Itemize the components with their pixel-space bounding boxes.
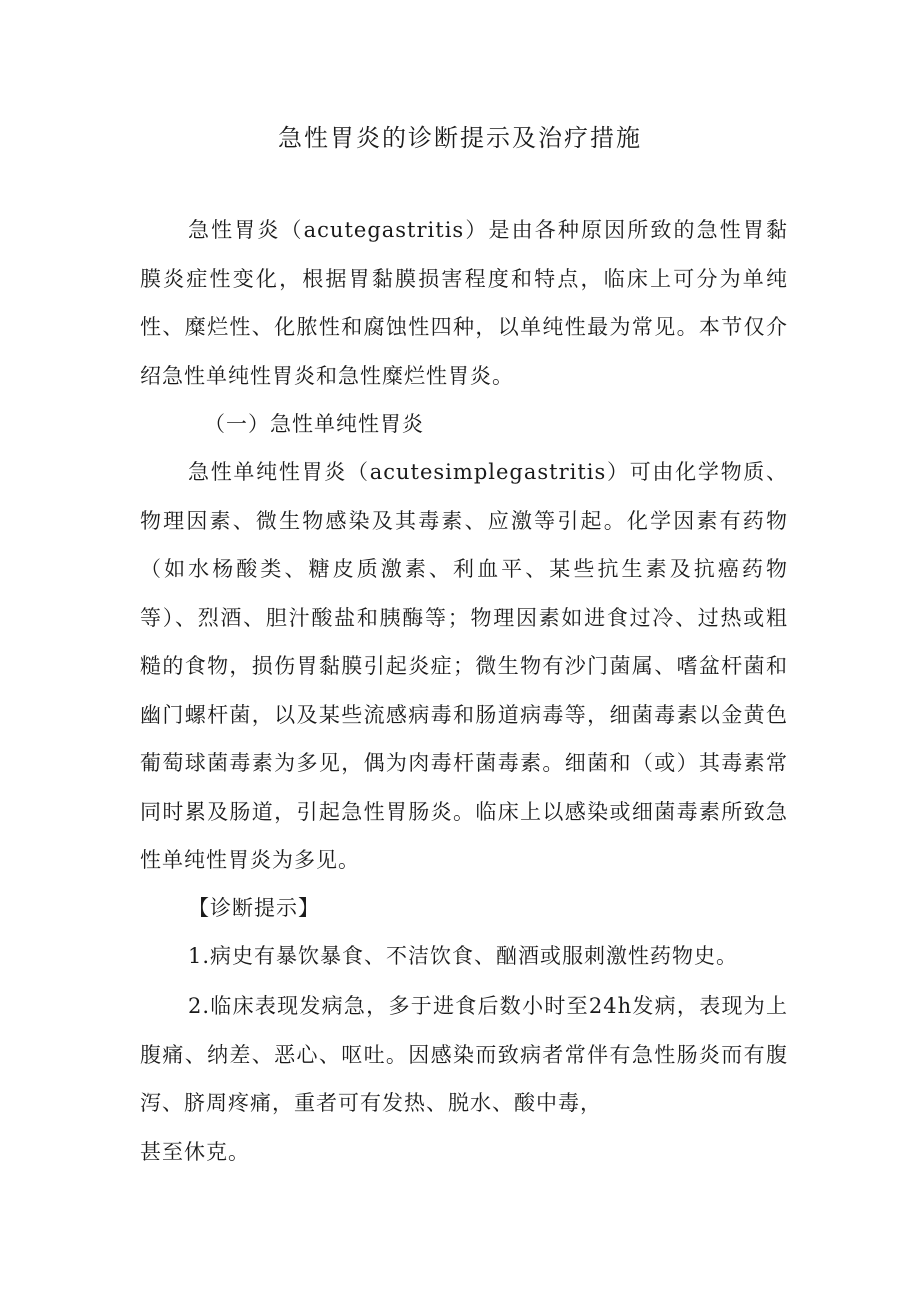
- diagnosis-item-2-continuation: 甚至休克。: [140, 1140, 250, 1164]
- intro-paragraph: 急性胃炎（acutegastritis）是由各种原因所致的急性胃黏膜炎症性变化，根据胃黏膜损害程度和特点，临床上可分为单纯性、糜烂性、化脓性和腐蚀性四种，以单纯性最为常见。本节仅介绍急性单纯性胃炎和急性糜烂性胃炎。: [140, 218, 788, 388]
- diagnosis-heading-block: [140, 884, 788, 933]
- diagnosis-item2-continuation-block: [140, 1128, 788, 1177]
- section1-body: 急性单纯性胃炎（acutesimplegastritis）可由化学物质、物理因素、微生物感染及其毒素、应激等引起。化学因素有药物（如水杨酸类、糖皮质激素、利血平、某些抗生素及抗癌药物等）、烈酒、胆汁酸盐和胰酶等；物理因素如进食过冷、过热或粗糙的食物，损伤胃黏膜引起炎症；微生物有沙门菌属、嗜盆杆菌和幽门螺杆菌，以及某些流感病毒和肠道病毒等，细菌毒素以金黄色葡萄球菌毒素为多见，偶为肉毒杆菌毒素。细菌和（或）其毒素常同时累及肠道，引起急性胃肠炎。临床上以感染或细菌毒素所致急性单纯性胃炎为多见。: [140, 460, 788, 872]
- diagnosis-item2-block: [140, 982, 788, 1128]
- diagnosis-item-2: 2.临床表现发病急，多于进食后数小时至24h发病，表现为上腹痛、纳差、恶心、呕吐。因感染而致病者常伴有急性肠炎而有腹泻、脐周疼痛，重者可有发热、脱水、酸中毒，: [140, 994, 788, 1115]
- section1-body-block: [140, 448, 788, 885]
- section1-heading-block: [140, 400, 788, 449]
- diagnosis-item1-block: [140, 932, 788, 981]
- document-title: 急性胃炎的诊断提示及治疗措施: [278, 124, 642, 152]
- intro-paragraph-block: [140, 206, 788, 400]
- diagnosis-heading: 【诊断提示】: [188, 896, 320, 920]
- section1-heading: （一）急性单纯性胃炎: [204, 412, 424, 436]
- diagnosis-item-1: 1.病史有暴饮暴食、不洁饮食、酗酒或服刺激性药物史。: [188, 944, 739, 968]
